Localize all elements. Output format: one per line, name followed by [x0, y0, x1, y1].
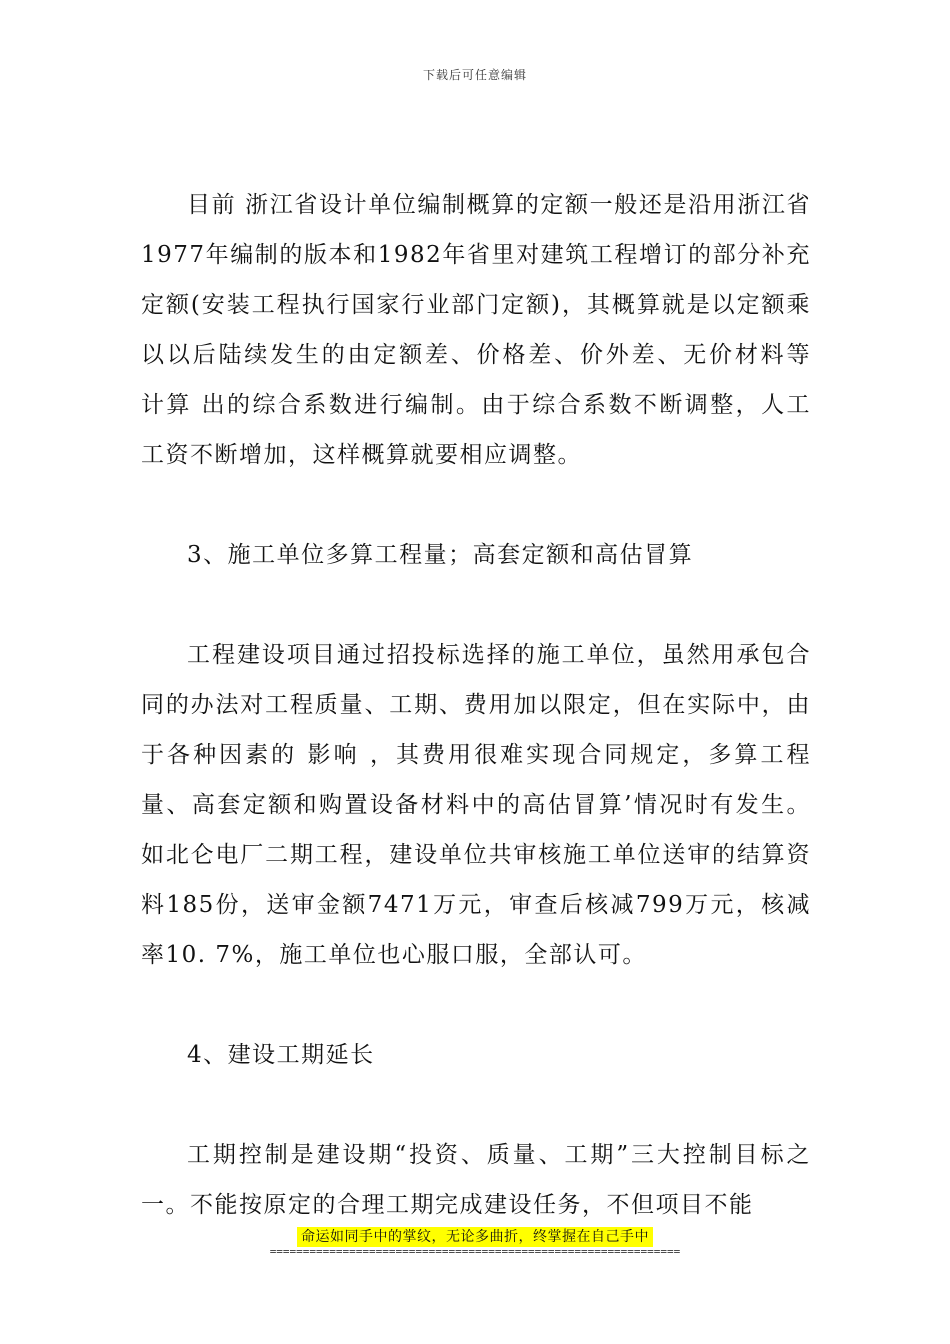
paragraph-spacer — [141, 580, 811, 630]
paragraph-schedule-control: 工期控制是建设期“投资、质量、工期”三大控制目标之一。不能按原定的合理工期完成建设任务，不但项目不能 — [141, 1142, 811, 1218]
document-body — [141, 180, 811, 1230]
footer-motto-text: 命运如同手中的掌纹，无论多曲折，终掌握在自己手中 — [297, 1227, 653, 1247]
page-header: 下载后可任意编辑 — [422, 68, 527, 82]
paragraph-contractor-overcharge: 工程建设项目通过招投标选择的施工单位，虽然用承包合同的办法对工程质量、工期、费用加以限定，但在实际中，由于各种因素的 影响 ，其费用很难实现合同规定，多算工程量、高套定额和购置设备材料中的高估冒算’情况时有发生。如北仑电厂二期工程，建设单位共审核施工单位送审的结算资料185份，送审金额7471万元，审查后核减799万元，核减率10. 7%，施工单位也心服口服，全部认可。 — [141, 642, 811, 968]
footer-divider: ============================================================== — [269, 1245, 681, 1258]
paragraph-spacer — [141, 480, 811, 530]
paragraph-spacer — [141, 1080, 811, 1130]
paragraph-spacer — [141, 980, 811, 1030]
section-heading-3: 3、施工单位多算工程量；高套定额和高估冒算 — [187, 542, 694, 568]
section-heading-4: 4、建设工期延长 — [187, 1042, 375, 1068]
paragraph-estimate-quota: 目前 浙江省设计单位编制概算的定额一般还是沿用浙江省1977年编制的版本和1982年省里对建筑工程增订的部分补充定额(安装工程执行国家行业部门定额)，其概算就是以定额乘以以后陆续发生的由定额差、价格差、价外差、无价材料等 计算 出的综合系数进行编制。由于综合系数不断调整，人工工资不断增加，这样概算就要相应调整。 — [141, 192, 811, 468]
